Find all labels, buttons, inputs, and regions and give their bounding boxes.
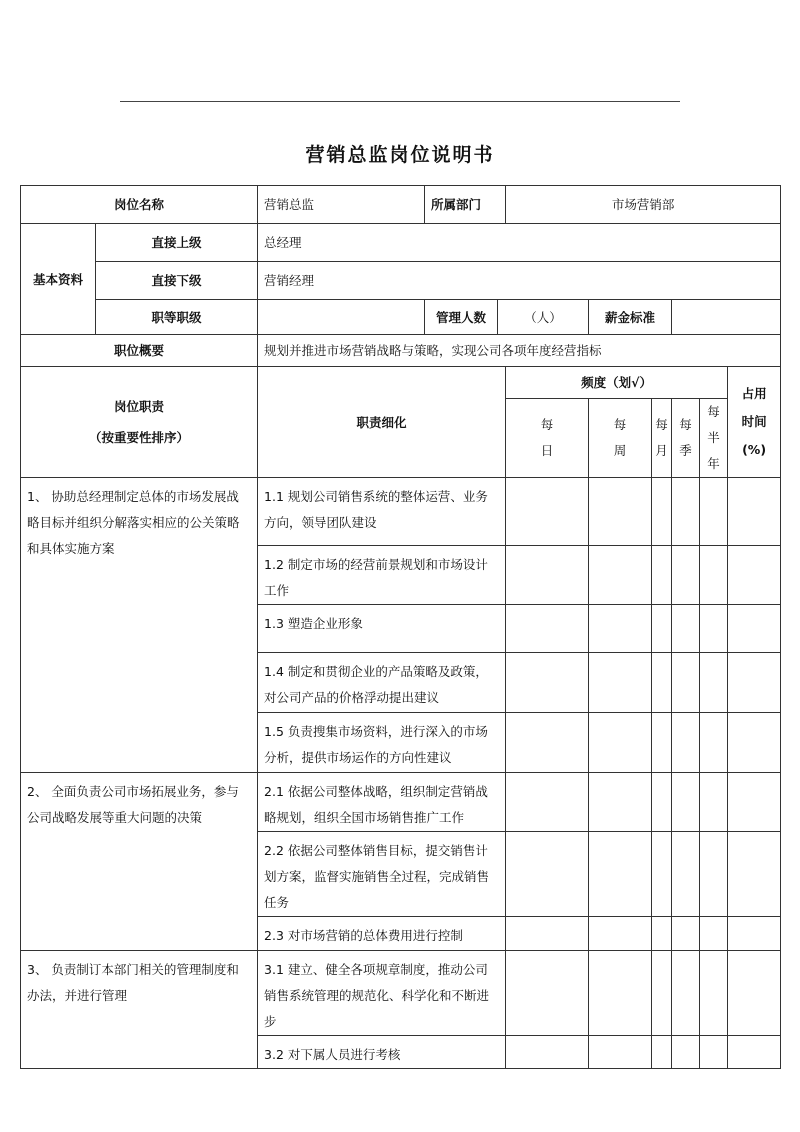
- frequency-checkbox-cell[interactable]: [652, 605, 672, 653]
- duty-row: [21, 773, 781, 832]
- frequency-checkbox-cell[interactable]: [700, 713, 728, 773]
- frequency-col-char: 年: [707, 456, 720, 471]
- frequency-checkbox-cell[interactable]: [672, 713, 700, 773]
- dept-label: 所属部门: [425, 186, 506, 224]
- superior-value: 总经理: [258, 224, 781, 262]
- frequency-col-0: [506, 399, 589, 478]
- duty-detail: 3.1 建立、健全各项规章制度，推动公司销售系统管理的规范化、科学化和不断进步: [258, 951, 506, 1036]
- time-header-line3: (%): [742, 442, 767, 457]
- detail-header: 职责细化: [258, 367, 506, 478]
- frequency-checkbox-cell[interactable]: [589, 605, 652, 653]
- frequency-checkbox-cell[interactable]: [506, 605, 589, 653]
- summary-value: 规划并推进市场营销战略与策略，实现公司各项年度经营指标: [258, 335, 781, 367]
- time-header: [728, 367, 781, 478]
- frequency-checkbox-cell[interactable]: [700, 653, 728, 713]
- frequency-checkbox-cell[interactable]: [672, 653, 700, 713]
- duty-detail: 1.4 制定和贯彻企业的产品策略及政策，对公司产品的价格浮动提出建议: [258, 653, 506, 713]
- frequency-checkbox-cell[interactable]: [700, 917, 728, 951]
- frequency-checkbox-cell[interactable]: [589, 951, 652, 1036]
- frequency-checkbox-cell[interactable]: [589, 546, 652, 605]
- frequency-col-2: [652, 399, 672, 478]
- frequency-checkbox-cell[interactable]: [652, 1036, 672, 1069]
- frequency-checkbox-cell[interactable]: [700, 478, 728, 546]
- frequency-checkbox-cell[interactable]: [652, 832, 672, 917]
- duty-detail: 1.5 负责搜集市场资料，进行深入的市场分析，提供市场运作的方向性建议: [258, 713, 506, 773]
- frequency-checkbox-cell[interactable]: [506, 546, 589, 605]
- duty-detail: 1.2 制定市场的经营前景规划和市场设计工作: [258, 546, 506, 605]
- frequency-checkbox-cell[interactable]: [652, 653, 672, 713]
- frequency-checkbox-cell[interactable]: [672, 478, 700, 546]
- frequency-checkbox-cell[interactable]: [728, 951, 781, 1036]
- frequency-col-4: [700, 399, 728, 478]
- frequency-checkbox-cell[interactable]: [728, 713, 781, 773]
- frequency-checkbox-cell[interactable]: [728, 546, 781, 605]
- duty-header: [21, 367, 258, 478]
- job-description-table: [20, 185, 781, 1069]
- frequency-checkbox-cell[interactable]: [672, 917, 700, 951]
- subordinate-value: 营销经理: [258, 262, 781, 300]
- frequency-checkbox-cell[interactable]: [672, 951, 700, 1036]
- frequency-checkbox-cell[interactable]: [589, 478, 652, 546]
- frequency-col-char: 季: [679, 443, 692, 458]
- position-label: 岗位名称: [21, 186, 258, 224]
- duty-title: 3、 负责制订本部门相关的管理制度和办法，并进行管理: [21, 951, 258, 1069]
- frequency-checkbox-cell[interactable]: [652, 917, 672, 951]
- time-header-line2: 时间: [741, 414, 767, 429]
- duty-detail: 2.2 依据公司整体销售目标，提交销售计划方案，监督实施销售全过程，完成销售任务: [258, 832, 506, 917]
- frequency-checkbox-cell[interactable]: [728, 653, 781, 713]
- frequency-col-char: 每: [540, 417, 554, 432]
- frequency-checkbox-cell[interactable]: [728, 605, 781, 653]
- frequency-checkbox-cell[interactable]: [506, 773, 589, 832]
- document-title: 营销总监岗位说明书: [305, 144, 495, 166]
- headcount-value: （人）: [498, 300, 589, 335]
- frequency-col-char: 周: [613, 443, 627, 458]
- frequency-checkbox-cell[interactable]: [728, 917, 781, 951]
- grade-value: [258, 300, 425, 335]
- subordinate-label: 直接下级: [96, 262, 258, 300]
- summary-label: 职位概要: [21, 335, 258, 367]
- frequency-checkbox-cell[interactable]: [589, 1036, 652, 1069]
- duty-detail: 2.1 依据公司整体战略，组织制定营销战略规划，组织全国市场销售推广工作: [258, 773, 506, 832]
- frequency-checkbox-cell[interactable]: [506, 917, 589, 951]
- frequency-checkbox-cell[interactable]: [506, 478, 589, 546]
- header-rule: [120, 101, 680, 102]
- frequency-checkbox-cell[interactable]: [506, 951, 589, 1036]
- frequency-col-char: 半: [707, 430, 720, 445]
- frequency-checkbox-cell[interactable]: [652, 478, 672, 546]
- duty-title: 2、 全面负责公司市场拓展业务，参与公司战略发展等重大问题的决策: [21, 773, 258, 951]
- frequency-col-char: 每: [613, 417, 627, 432]
- frequency-checkbox-cell[interactable]: [589, 917, 652, 951]
- duty-header-sub: （按重要性排序）: [89, 430, 190, 445]
- frequency-checkbox-cell[interactable]: [700, 546, 728, 605]
- frequency-checkbox-cell[interactable]: [672, 546, 700, 605]
- frequency-checkbox-cell[interactable]: [589, 832, 652, 917]
- basic-info-label: 基本资料: [21, 224, 96, 335]
- frequency-col-char: 月: [655, 443, 668, 458]
- frequency-checkbox-cell[interactable]: [700, 832, 728, 917]
- frequency-checkbox-cell[interactable]: [506, 713, 589, 773]
- frequency-checkbox-cell[interactable]: [652, 546, 672, 605]
- duty-row: [21, 951, 781, 1036]
- frequency-col-char: 每: [679, 417, 692, 432]
- grade-label: 职等职级: [96, 300, 258, 335]
- frequency-checkbox-cell[interactable]: [652, 951, 672, 1036]
- position-value: 营销总监: [258, 186, 425, 224]
- frequency-col-1: [589, 399, 652, 478]
- frequency-col-char: 日: [540, 443, 554, 458]
- frequency-checkbox-cell[interactable]: [589, 653, 652, 713]
- frequency-checkbox-cell[interactable]: [672, 832, 700, 917]
- duty-detail: 2.3 对市场营销的总体费用进行控制: [258, 917, 506, 951]
- duty-row: [21, 478, 781, 546]
- frequency-checkbox-cell[interactable]: [700, 773, 728, 832]
- frequency-checkbox-cell[interactable]: [506, 1036, 589, 1069]
- frequency-checkbox-cell[interactable]: [700, 951, 728, 1036]
- frequency-checkbox-cell[interactable]: [728, 832, 781, 917]
- frequency-checkbox-cell[interactable]: [728, 478, 781, 546]
- frequency-header: 频度（划√）: [506, 367, 728, 399]
- frequency-checkbox-cell[interactable]: [589, 773, 652, 832]
- superior-label: 直接上级: [96, 224, 258, 262]
- frequency-checkbox-cell[interactable]: [672, 1036, 700, 1069]
- duty-detail: 1.1 规划公司销售系统的整体运营、业务方向，领导团队建设: [258, 478, 506, 546]
- salary-value: [672, 300, 781, 335]
- frequency-checkbox-cell[interactable]: [672, 605, 700, 653]
- duty-header-label: 岗位职责: [114, 399, 165, 414]
- frequency-checkbox-cell[interactable]: [652, 713, 672, 773]
- frequency-col-char: 每: [655, 417, 668, 432]
- frequency-col-char: 每: [707, 404, 720, 419]
- salary-label: 薪金标准: [589, 300, 672, 335]
- frequency-checkbox-cell[interactable]: [728, 773, 781, 832]
- frequency-checkbox-cell[interactable]: [672, 773, 700, 832]
- frequency-checkbox-cell[interactable]: [589, 713, 652, 773]
- frequency-checkbox-cell[interactable]: [506, 653, 589, 713]
- frequency-checkbox-cell[interactable]: [728, 1036, 781, 1069]
- duty-detail: 3.2 对下属人员进行考核: [258, 1036, 506, 1069]
- frequency-col-3: [672, 399, 700, 478]
- frequency-checkbox-cell[interactable]: [652, 773, 672, 832]
- duty-title: 1、 协助总经理制定总体的市场发展战略目标并组织分解落实相应的公关策略和具体实施方案: [21, 478, 258, 773]
- frequency-checkbox-cell[interactable]: [700, 1036, 728, 1069]
- duty-detail: 1.3 塑造企业形象: [258, 605, 506, 653]
- time-header-line1: 占用: [741, 386, 767, 401]
- dept-value: 市场营销部: [506, 186, 781, 224]
- frequency-checkbox-cell[interactable]: [700, 605, 728, 653]
- headcount-label: 管理人数: [425, 300, 498, 335]
- frequency-checkbox-cell[interactable]: [506, 832, 589, 917]
